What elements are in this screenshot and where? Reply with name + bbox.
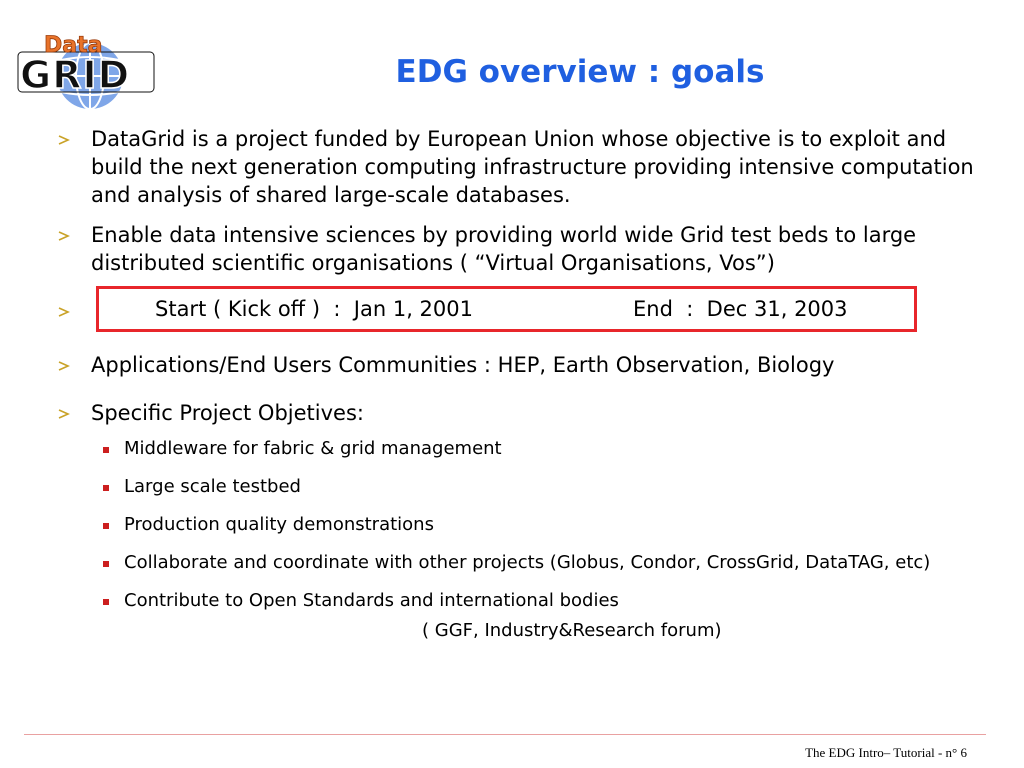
bullet-item-dates — [56, 286, 976, 336]
list-item-text: Collaborate and coordinate with other projects (Globus, Condor, CrossGrid, DataTAG, etc) — [124, 552, 931, 573]
arrow-bullet-icon — [56, 125, 74, 153]
list-item — [101, 475, 954, 499]
arrow-bullet-icon — [56, 399, 74, 427]
start-date: Start ( Kick off ) : Jan 1, 2001 — [155, 297, 473, 321]
square-bullet-icon — [103, 561, 109, 567]
list-item — [101, 513, 954, 537]
bullet-text: Applications/End Users Communities : HEP, Earth Observation, Biology — [91, 353, 835, 377]
square-bullet-icon — [103, 485, 109, 491]
arrow-bullet-icon — [56, 351, 74, 379]
logo-grid-text: GRID — [20, 53, 131, 97]
list-item — [101, 551, 954, 575]
arrow-bullet-icon — [56, 297, 74, 325]
list-item-text: Middleware for fabric & grid management — [124, 438, 502, 459]
bullet-text: DataGrid is a project funded by European Union whose objective is to exploit and build the next generation computing infrastructure providing intensive computation and analysis of shared large-scale databases. — [91, 127, 974, 207]
date-highlight-box — [96, 286, 917, 332]
list-item-continuation — [101, 619, 1024, 643]
list-item-text: Production quality demonstrations — [124, 514, 434, 535]
arrow-bullet-icon — [56, 221, 74, 249]
footer-divider — [24, 734, 986, 735]
list-item-text: ( GGF, Industry&Research forum) — [422, 620, 722, 641]
bullet-text: Enable data intensive sciences by providing world wide Grid test beds to large distributed scientific organisations ( “Virtual Organisations, Vos”) — [91, 223, 917, 275]
bullet-item-objectives — [56, 399, 976, 427]
footer-text: The EDG Intro– Tutorial - n° 6 — [805, 745, 967, 760]
datagrid-logo — [14, 30, 160, 110]
list-item-text: Contribute to Open Standards and international bodies — [124, 590, 619, 611]
slide-title: EDG overview : goals — [395, 54, 765, 90]
list-item-text: Large scale testbed — [124, 476, 301, 497]
list-item — [101, 437, 954, 461]
square-bullet-icon — [103, 599, 109, 605]
bullet-item-project — [56, 125, 976, 209]
globe-icon — [14, 30, 160, 110]
bullet-item-enable — [56, 221, 976, 277]
end-date: End : Dec 31, 2003 — [633, 297, 848, 321]
objectives-sublist — [56, 437, 976, 643]
square-bullet-icon — [103, 523, 109, 529]
bullet-item-communities — [56, 351, 976, 379]
bullet-text: Specific Project Objetives: — [91, 401, 364, 425]
list-item — [101, 589, 954, 613]
bullet-list — [56, 125, 976, 657]
square-bullet-icon — [103, 447, 109, 453]
logo-data-text: Data — [44, 33, 103, 58]
